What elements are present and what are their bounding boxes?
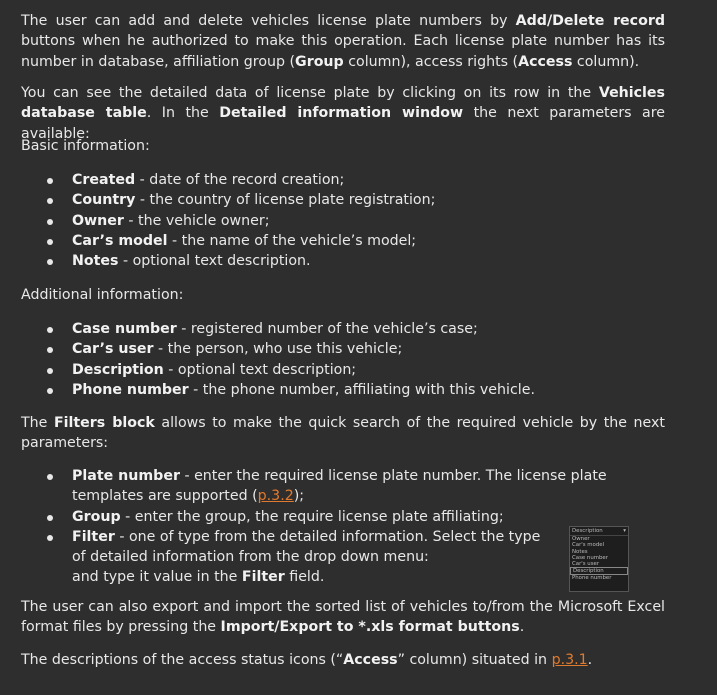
dropdown-option[interactable]: Case number [572,554,608,561]
text: buttons when he authorized to make this operation. Each license plate number has its number in database, affiliation group ( [21,33,665,70]
list-item: Group - enter the group, the require license plate affiliating; [45,507,667,527]
text: You can see the detailed data of license plate by clicking on its row in the [21,85,599,101]
text: column), access rights ( [343,53,519,70]
additional-info-heading: Additional information: [21,287,184,303]
list-item: Description - optional text description; [45,360,667,380]
filters-paragraph: The Filters block allows to make the quick search of the required vehicle by the next parameters: [21,415,665,452]
text: . In the [146,105,220,122]
list-item: Created - date of the record creation; [45,170,667,190]
text: the next parameters are available: [21,105,665,142]
bold-term: Access [343,652,398,668]
dropdown-option-selected[interactable]: Description [570,567,628,575]
list-item: Owner - the vehicle owner; [45,211,667,231]
bold-term: Vehicles database table [21,85,665,122]
list-item: Plate number - enter the required license plate number. The license plate templates are supported (p.3.2); [45,466,667,507]
list-item: Phone number - the phone number, affiliating with this vehicle. [45,380,667,400]
dropdown-option[interactable]: Notes [572,548,588,555]
export-paragraph: The user can also export and import the sorted list of vehicles to/from the Microsoft Excel format files by pressing the Import/Export to *.xls format buttons. [21,599,665,636]
filter-type-dropdown[interactable] [569,526,629,592]
detail-paragraph [21,83,665,144]
bold-term: Access [518,53,573,70]
access-icons-paragraph: The descriptions of the access status icons (“Access” column) situated in p.3.1. [21,652,593,668]
list-item: Country - the country of license plate registration; [45,190,667,210]
dropdown-option[interactable]: Car's user [572,561,600,568]
list-item: Case number - registered number of the vehicle’s case; [45,319,667,339]
dropdown-header[interactable] [570,527,628,536]
additional-info-list [45,319,667,400]
text: The user can add and delete vehicles license plate numbers by [21,13,516,29]
basic-info-list [45,170,667,271]
bold-term: Filters block [53,415,155,431]
list-item: Notes - optional text description. [45,251,667,271]
chevron-down-icon[interactable]: ▾ [623,528,626,534]
dropdown-option[interactable]: Car's model [572,542,605,549]
dropdown-option[interactable]: Owner [572,536,590,543]
list-item: Car’s user - the person, who use this vehicle; [45,339,667,359]
link-p3-2[interactable]: p.3.2 [257,488,294,505]
list-item: Filter - one of type from the detailed information. Select the type of detailed information from the drop down menu: and type it value in the Filter field. [45,527,557,588]
bold-term: Add/Delete record [515,13,665,29]
bold-term: Group [295,53,344,70]
text: column). [572,53,640,70]
bold-term: Import/Export to *.xls format buttons [220,619,520,636]
dropdown-selected-value: Description [572,528,603,534]
bold-term: Detailed information window [219,105,464,122]
list-item: Car’s model - the name of the vehicle’s model; [45,231,667,251]
intro-paragraph [21,11,665,72]
basic-info-heading: Basic information: [21,138,150,154]
dropdown-option[interactable]: Phone number [572,575,612,582]
link-p3-1[interactable]: p.3.1 [551,652,588,668]
